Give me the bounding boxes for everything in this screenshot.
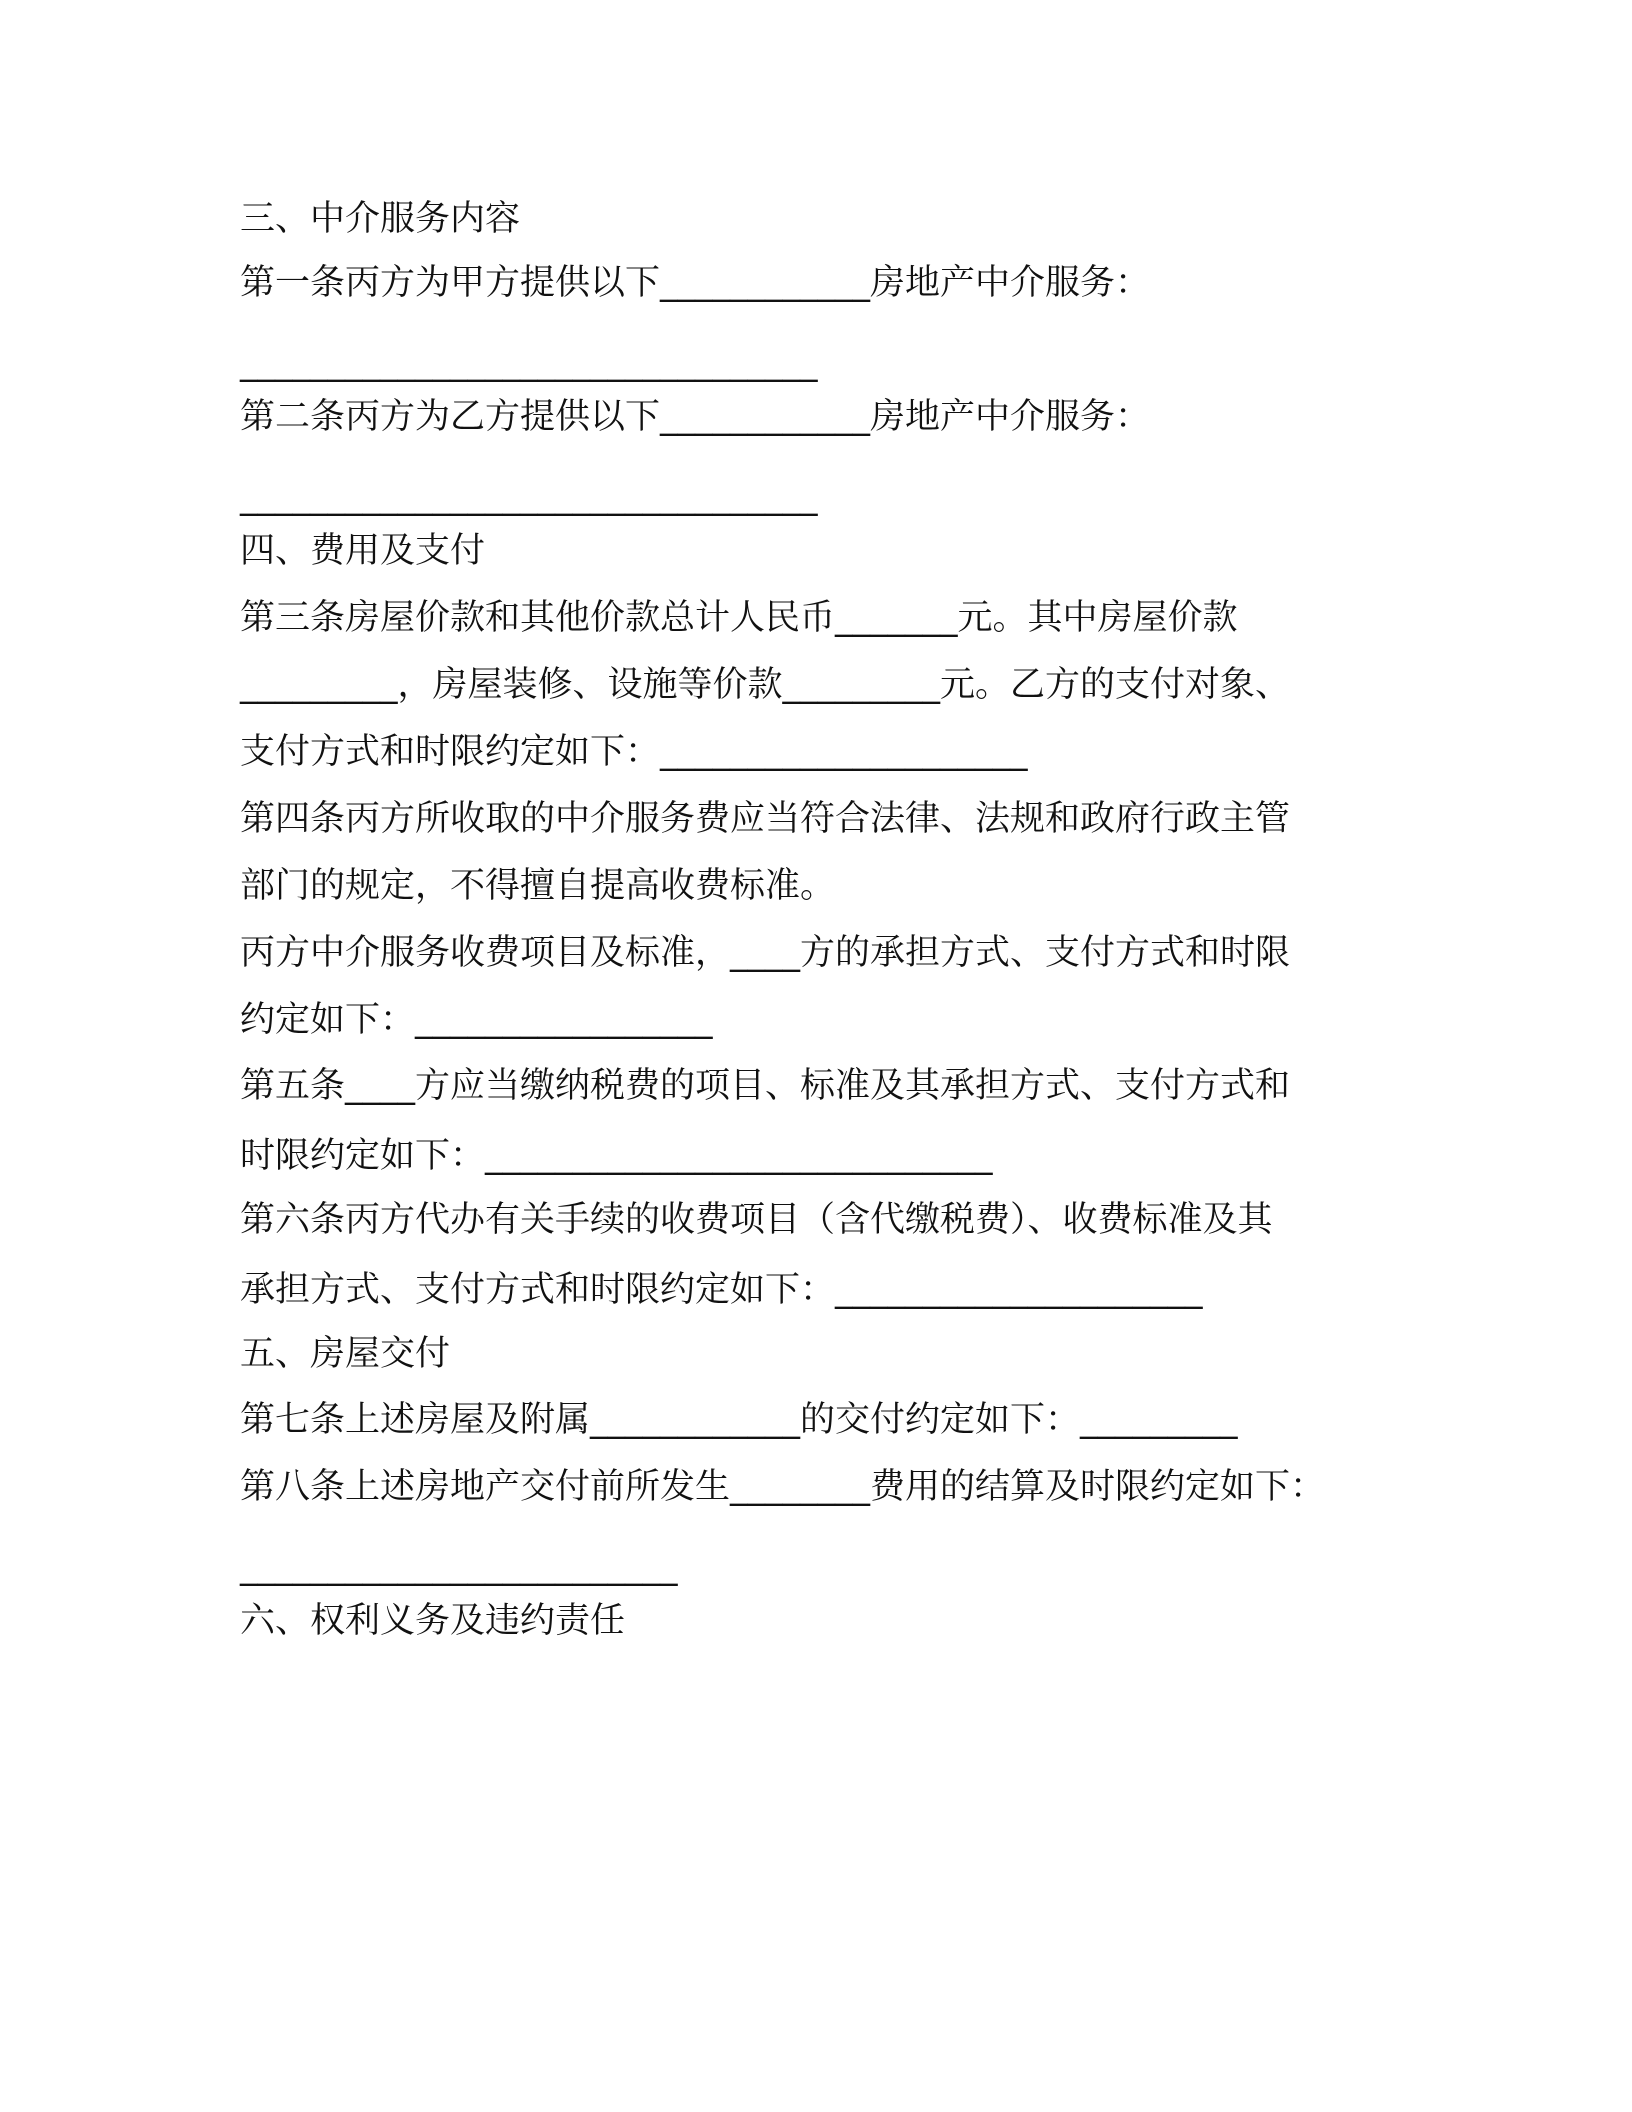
clause-3-line-1: 第三条房屋价款和其他价款总计人民币_______元。其中房屋价款 bbox=[240, 598, 1238, 638]
clause-3-line-3: 支付方式和时限约定如下：_____________________ bbox=[240, 732, 1028, 772]
clause-1-line-1: 第一条丙方为甲方提供以下____________房地产中介服务： bbox=[240, 263, 1151, 303]
clause-4-line-2: 部门的规定，不得擅自提高收费标准。 bbox=[240, 866, 836, 906]
clause-8-blank: _________________________ bbox=[240, 1547, 678, 1587]
section-heading-3: 三、中介服务内容 bbox=[240, 199, 521, 239]
section-heading-4: 四、费用及支付 bbox=[240, 531, 486, 571]
clause-6-line-2: 承担方式、支付方式和时限约定如下：_____________________ bbox=[240, 1270, 1203, 1310]
clause-1-blank: _________________________________ bbox=[240, 343, 818, 383]
clause-8-line-1: 第八条上述房地产交付前所发生________费用的结算及时限约定如下： bbox=[240, 1467, 1326, 1507]
clause-7-line-1: 第七条上述房屋及附属____________的交付约定如下：_________ bbox=[240, 1400, 1238, 1440]
clause-4-line-1: 第四条丙方所收取的中介服务费应当符合法律、法规和政府行政主管 bbox=[240, 799, 1291, 839]
clause-6-line-1: 第六条丙方代办有关手续的收费项目（含代缴税费）、收费标准及其 bbox=[240, 1200, 1273, 1240]
clause-3-line-2: _________，房屋装修、设施等价款_________元。乙方的支付对象、 bbox=[240, 665, 1291, 705]
fee-item-line-2: 约定如下：_________________ bbox=[240, 1000, 713, 1040]
section-heading-5: 五、房屋交付 bbox=[240, 1334, 451, 1374]
fee-item-line-1: 丙方中介服务收费项目及标准，____方的承担方式、支付方式和时限 bbox=[240, 933, 1291, 973]
clause-2-line-1: 第二条丙方为乙方提供以下____________房地产中介服务： bbox=[240, 397, 1151, 437]
section-heading-6: 六、权利义务及违约责任 bbox=[240, 1601, 626, 1641]
clause-2-blank: _________________________________ bbox=[240, 477, 818, 517]
clause-5-line-2: 时限约定如下：_____________________________ bbox=[240, 1136, 993, 1176]
clause-5-line-1: 第五条____方应当缴纳税费的项目、标准及其承担方式、支付方式和 bbox=[240, 1066, 1291, 1106]
